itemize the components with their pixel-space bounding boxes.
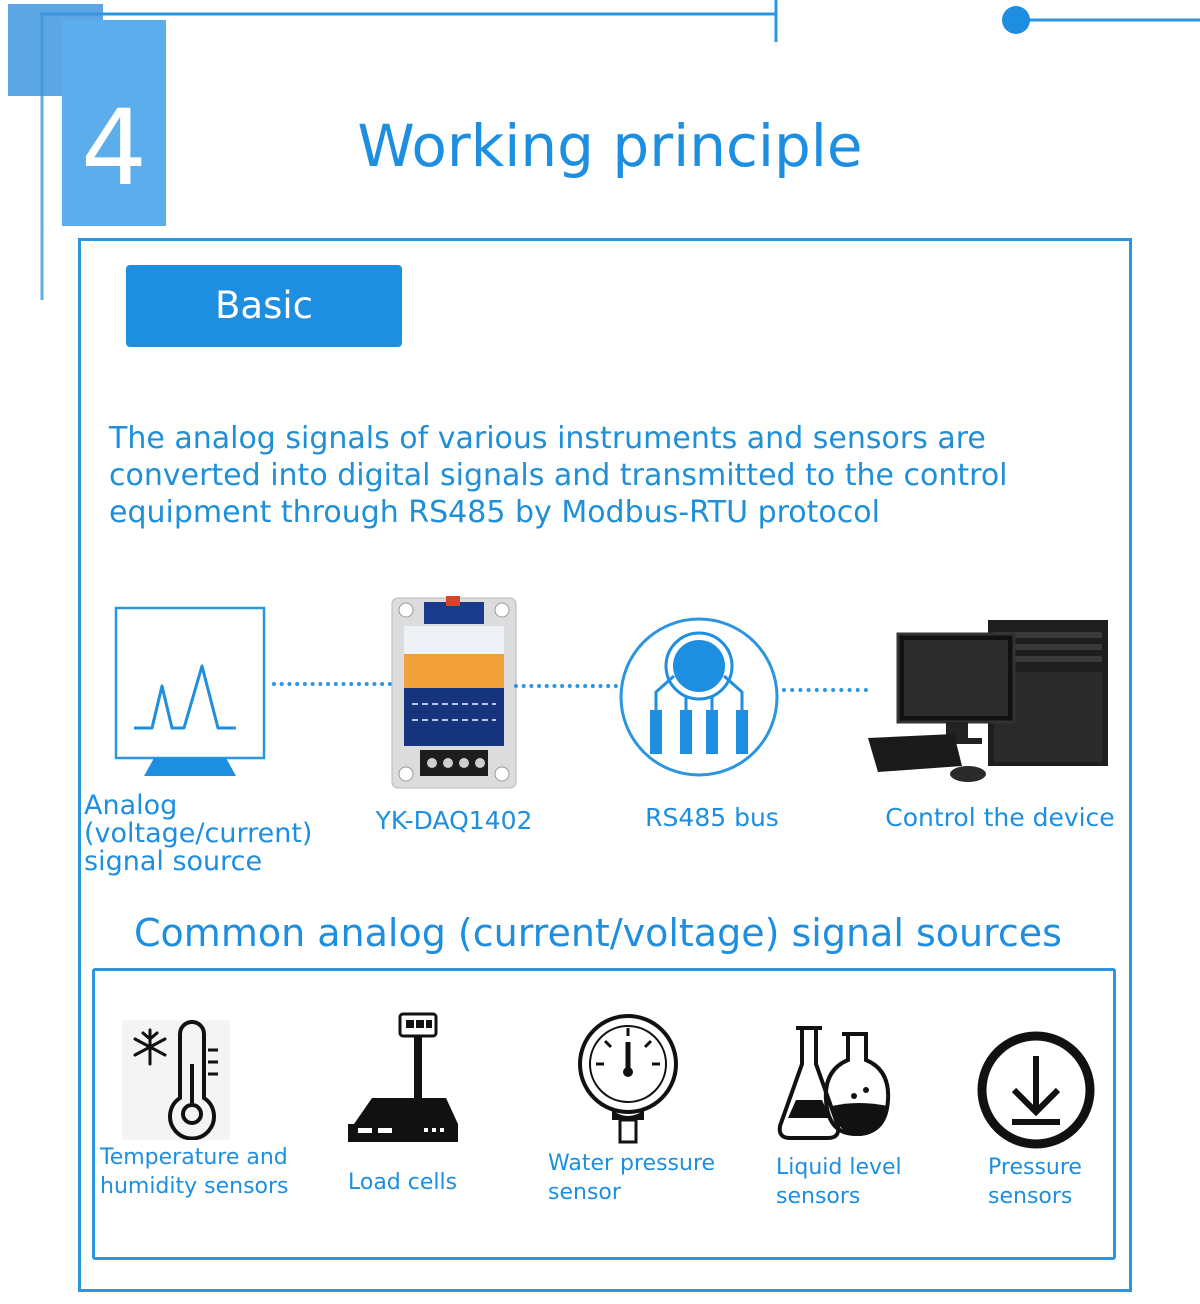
description-text: The analog signals of various instruments and sensors are converted into digital signals and transmitted to the control equipment through RS485 by Modbus-RTU protocol <box>109 421 1008 530</box>
flow-label-module: YK-DAQ1402 <box>375 806 533 835</box>
rs485-bus-icon <box>616 614 782 780</box>
section-number: 4 <box>80 87 148 209</box>
flow-label-bus: RS485 bus <box>645 803 779 832</box>
source-label-load-cells: Load cells <box>348 1170 458 1195</box>
desktop-computer-icon <box>862 616 1110 786</box>
flow-label-source: Analog (voltage/current) signal source <box>84 790 313 877</box>
pressure-gauge-icon <box>572 1014 684 1146</box>
signal-monitor-icon <box>112 604 272 778</box>
page-title: Working principle <box>357 112 863 180</box>
flow-connector-3 <box>782 688 868 692</box>
down-arrow-circle-icon <box>976 1030 1096 1150</box>
thermometer-snowflake-icon <box>122 1020 230 1140</box>
flasks-icon <box>776 1022 898 1144</box>
source-label-liquid-level: Liquid level sensors <box>776 1155 902 1209</box>
scale-icon <box>340 1012 464 1144</box>
flow-connector-1 <box>272 682 392 686</box>
flow-connector-2 <box>514 684 618 688</box>
basic-functions-label: Basic functions <box>126 265 402 347</box>
common-sources-title: Common analog (current/voltage) signal sources <box>134 911 1062 955</box>
acquisition-module-icon <box>390 596 518 790</box>
flow-label-control: Control the device <box>885 803 1115 832</box>
source-label-water-pressure: Water pressure sensor <box>548 1151 716 1205</box>
source-label-temperature: Temperature and humidity sensors <box>100 1145 289 1199</box>
source-label-pressure: Pressure sensors <box>988 1155 1082 1209</box>
